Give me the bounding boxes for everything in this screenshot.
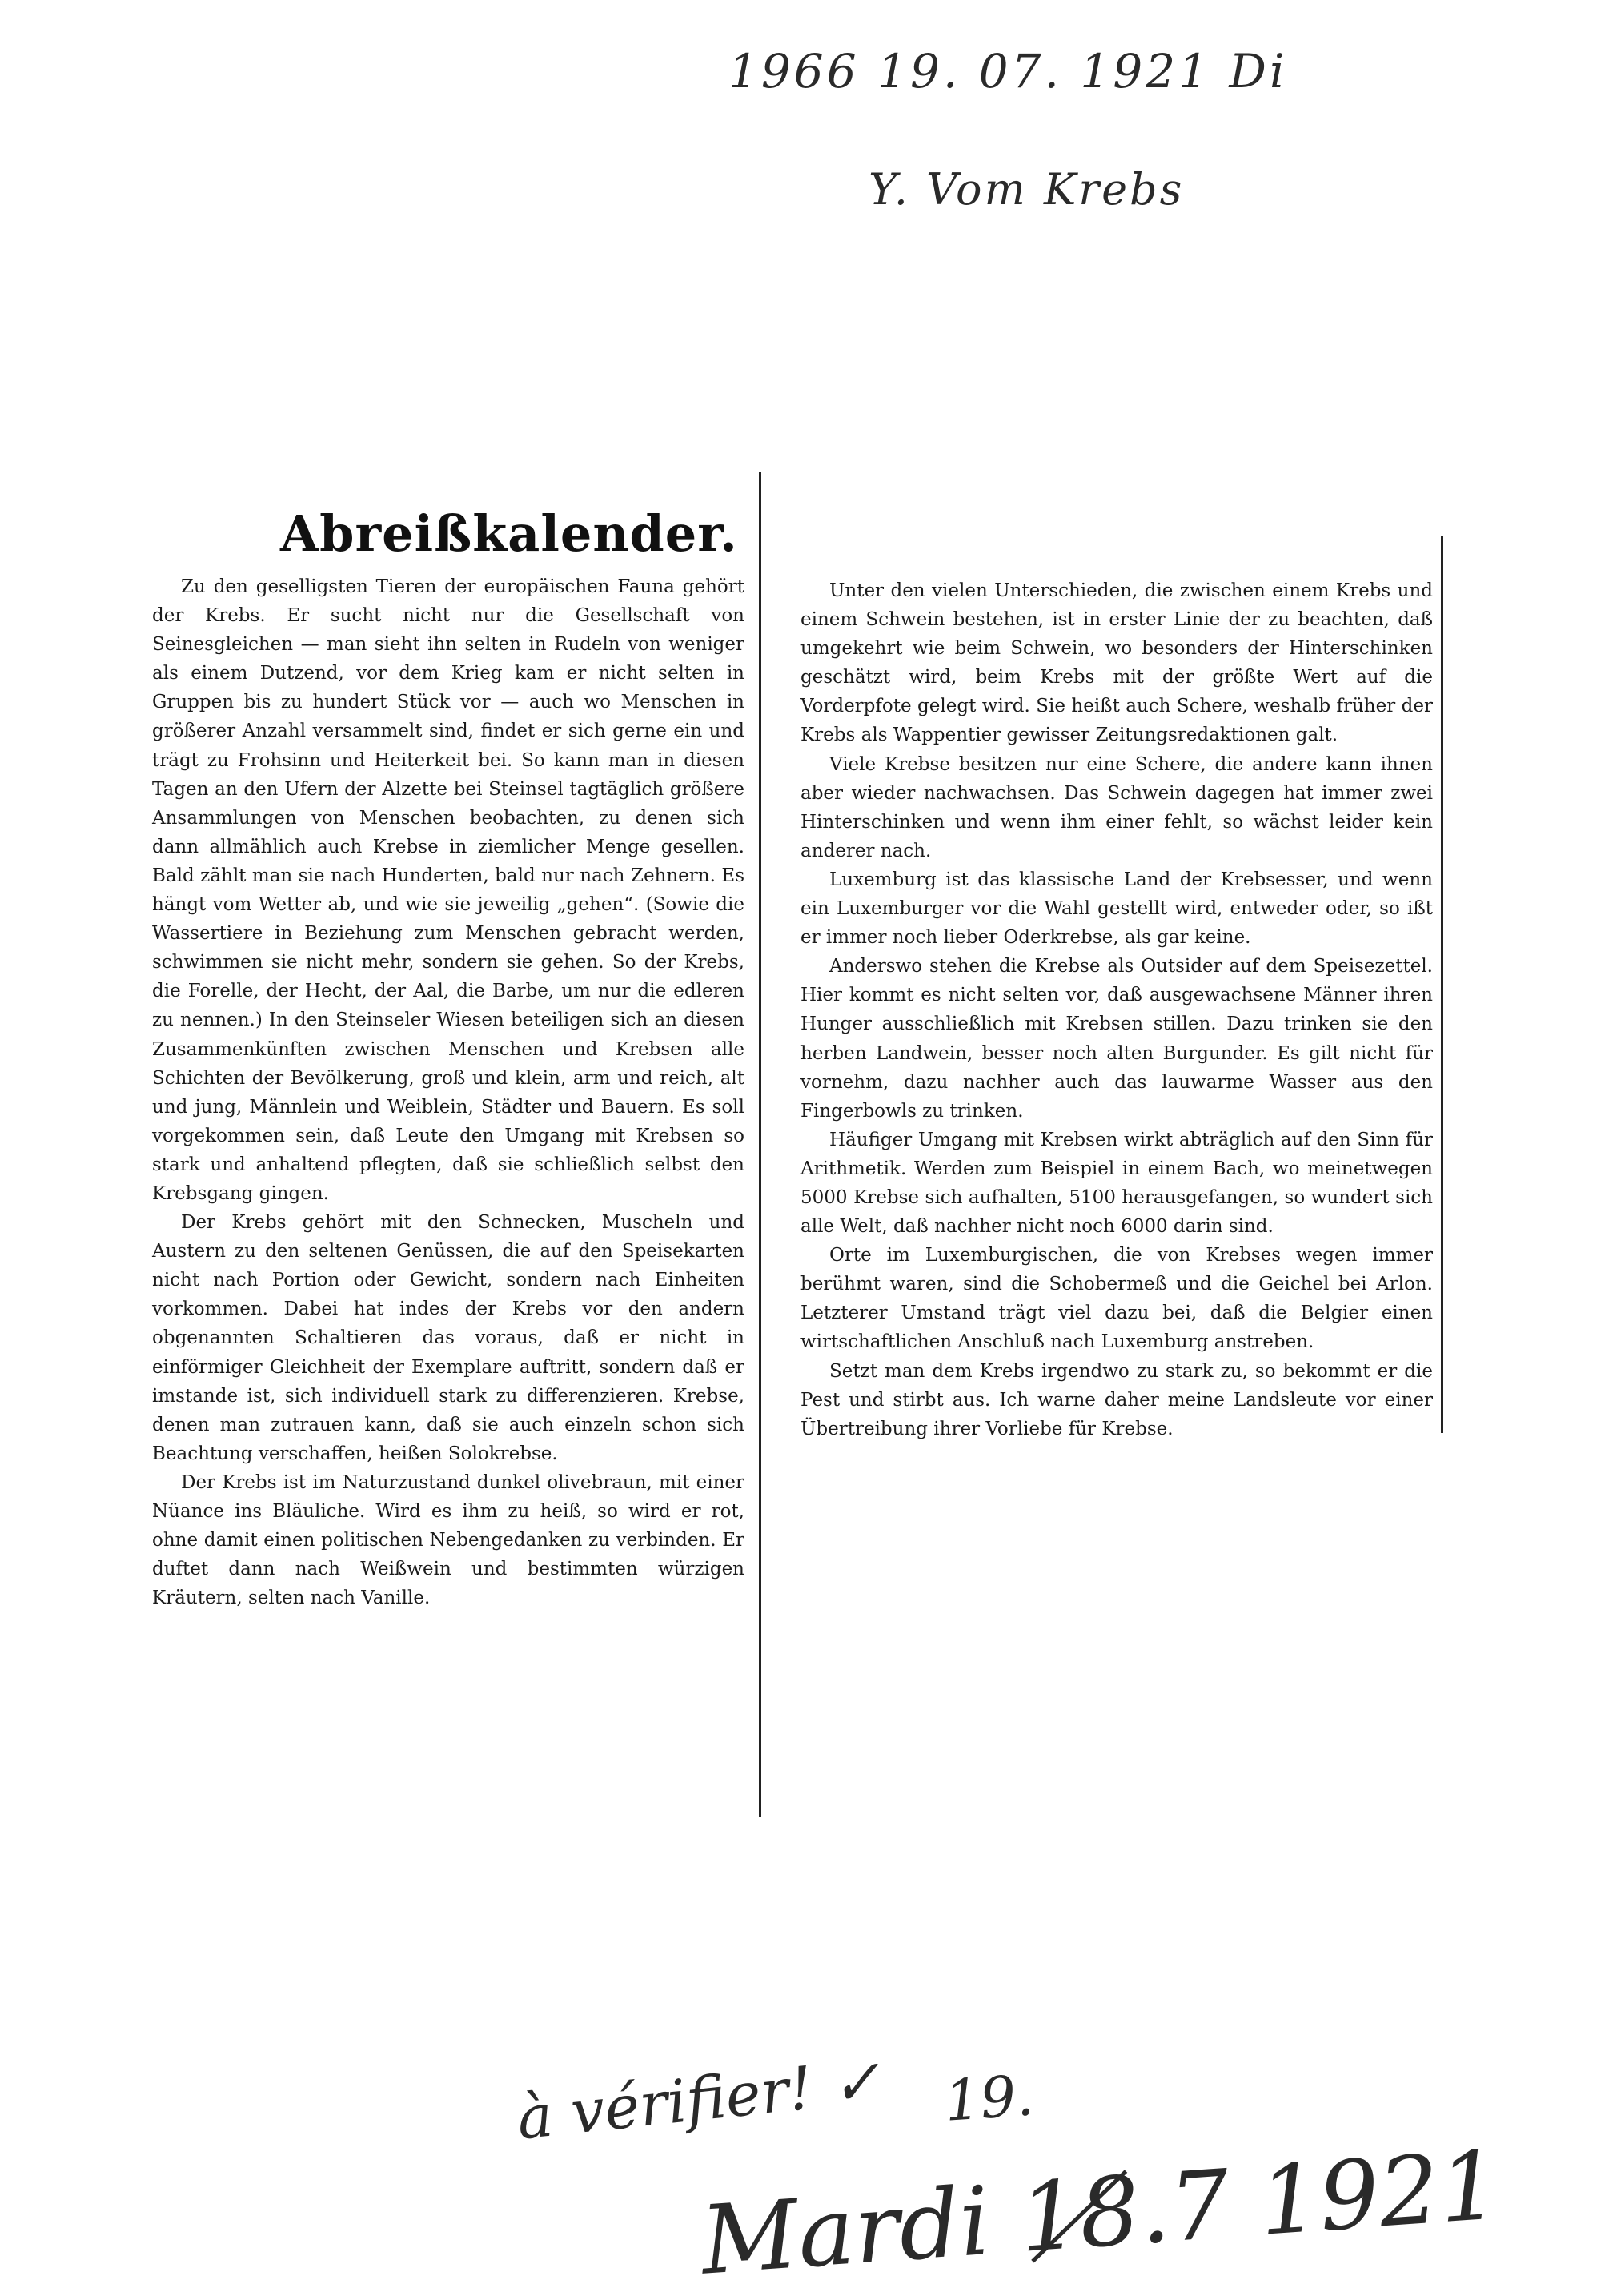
column-divider-right	[1441, 536, 1443, 1433]
handwritten-archive-header: 1966 19. 07. 1921 Di	[728, 44, 1288, 98]
paragraph: Orte im Luxemburgischen, die von Krebses wegen immer berühmt waren, sind die Schobermeß und die Geichel bei Arlon. Letzterer Umstand trägt viel dazu bei, daß die Belgier einen wirtschaftlichen Anschluß nach Luxemburg anstreben.	[800, 1245, 1433, 1353]
paragraph: Anderswo stehen die Krebse als Outsider auf dem Speisezettel. Hier kommt es nicht selten vor, daß ausgewachsene Männer ihren Hunger ausschließlich mit Krebsen stillen. Dazu trinken sie den herben Landwein, besser noch alten Burgunder. Es gilt nicht für vornehm, dazu nachher auch das lauwarme Wasser aus den Fingerbowls zu trinken.	[800, 956, 1433, 1122]
paragraph: Der Krebs ist im Naturzustand dunkel olivebraun, mit einer Nüance ins Bläuliche. Wird es ihm zu heiß, so wird er rot, ohne damit einen politischen Nebengedanken zu verbinden. Er duftet dann nach Weißwein und bestimmten würzigen Kräutern, selten nach Vanille.	[152, 1471, 744, 1609]
date-struck-day: 18	[1015, 2154, 1144, 2274]
date-rest: .7 1921	[1135, 2129, 1503, 2266]
paragraph: Viele Krebse besitzen nur eine Schere, die andere kann ihnen aber wieder nachwachsen. Das Schwein dagegen hat immer zwei Hinterschinken und wenn ihm einer fehlt, so wächst leider kein anderer nach.	[800, 753, 1433, 861]
right-column	[800, 576, 1433, 1443]
paragraph: Unter den vielen Unterschieden, die zwischen einem Krebs und einem Schwein bestehen, ist in erster Linie der zu beachten, daß umgekehrt wie beim Schwein, wo besonders der Hinterschinken geschätzt wird, beim Krebs mit der größte Wert auf die Vorderpfote gelegt wird. Sie heißt auch Schere, weshalb früher der Krebs als Wappentier gewisser Zeitungsredaktionen galt.	[800, 580, 1433, 746]
paragraph: Der Krebs gehört mit den Schnecken, Muscheln und Austern zu den seltenen Genüssen, die auf den Speisekarten nicht nach Portion oder Gewicht, sondern nach Einheiten vorkommen. Dabei hat indes der Krebs vor den andern obgenannten Schaltieren das voraus, daß er nicht in einförmiger Gleichheit der Exemplare auftritt, sondern daß er imstande ist, sich individuell stark zu differenzieren. Krebse, denen man zutrauen kann, daß sie auch einzeln schon sich Beachtung verschaffen, heißen Solokrebse.	[152, 1212, 744, 1464]
newspaper-clipping	[152, 472, 1449, 1833]
left-column	[152, 572, 744, 1612]
paragraph: Zu den geselligsten Tieren der europäischen Fauna gehört der Krebs. Er sucht nicht nur die Gesellschaft von Seinesgleichen — man sieht ihn selten in Rudeln von weniger als einem Dutzend, vor dem Krieg kam er nicht selten in Gruppen bis zu hundert Stück vor — auch wo Menschen in größerer Anzahl versammelt sind, findet er sich gerne ein und trägt zu Frohsinn und Heiterkeit bei. So kann man in diesen Tagen an den Ufern der Alzette bei Steinsel tagtäglich größere Ansammlungen von Menschen beobachten, zu denen sich dann allmählich auch Krebse in ziemlicher Menge gesellen. Bald zählt man sie nach Hunderten, bald nur nach Zehnern. Es hängt vom Wetter ab, und wie sie jeweilig „gehen“. (Sowie die Wassertiere in Beziehung zum Menschen gebracht werden, schwimmen sie nicht mehr, sondern sie gehen. So der Krebs, die Forelle, der Hecht, der Aal, die Barbe, um nur die edleren zu nennen.) In den Steinseler Wiesen beteiligen sich an diesen Zusammenkünften zwischen Menschen und Krebsen alle Schichten der Bevölkerung, groß und klein, arm und reich, alt und jung, Männlein und Weiblein, Städter und Bauern. Es soll vorgekommen sein, daß Leute den Umgang mit Krebsen so stark und anhaltend pflegten, daß sie schließlich selbst den Krebsgang gingen.	[152, 576, 744, 1204]
article-headline: Abreißkalender.	[280, 504, 738, 563]
paragraph: Setzt man dem Krebs irgendwo zu stark zu, so bekommt er die Pest und stirbt aus. Ich warne daher meine Landsleute vor einer Übertreibung ihrer Vorliebe für Krebse.	[800, 1360, 1433, 1439]
handwritten-subtitle: Y. Vom Krebs	[869, 164, 1185, 215]
handwritten-date-correction: 19.	[942, 2062, 1037, 2134]
column-divider-left	[759, 472, 761, 1817]
paragraph: Häufiger Umgang mit Krebsen wirkt abträglich auf den Sinn für Arithmetik. Werden zum Beispiel in einem Bach, wo meinetwegen 5000 Krebse sich aufhalten, 5100 herausgefangen, so wundert sich alle Welt, daß nachher nicht noch 6000 darin sind.	[800, 1129, 1433, 1238]
date-prefix: Mardi	[697, 2163, 1024, 2296]
handwritten-date	[697, 2129, 1503, 2295]
paragraph: Luxemburg ist das klassische Land der Krebsesser, und wenn ein Luxemburger vor die Wahl gestellt wird, entweder oder, so ißt er immer noch lieber Oderkrebse, als gar keine.	[800, 869, 1433, 949]
handwritten-verify-note: à vérifier! ✓	[513, 2046, 885, 2154]
